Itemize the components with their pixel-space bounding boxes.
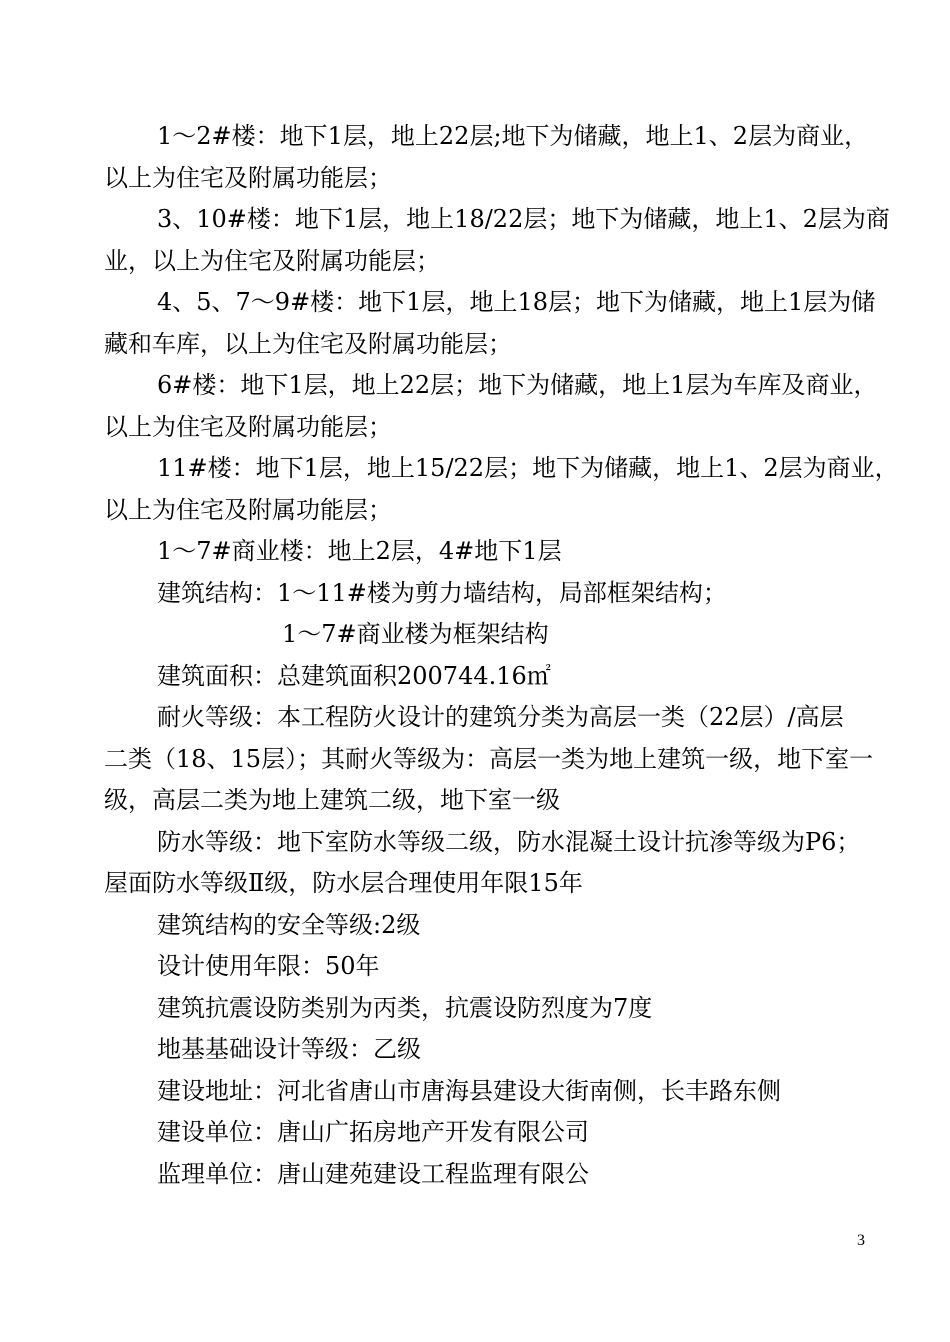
text-line: 级，高层二类为地上建筑二级，地下室一级 [104, 786, 560, 814]
page-number: 3 [857, 1232, 865, 1249]
text-line: 4、5、7～9#楼：地下1层，地上18层；地下为储藏，地上1层为储 [157, 288, 876, 316]
text-line: 监理单位：唐山建苑建设工程监理有限公 [157, 1159, 589, 1188]
text-line: 1～2#楼：地下1层，地上22层;地下为储藏，地上1、2层为商业， [157, 122, 869, 150]
text-line: 业，以上为住宅及附属功能层； [104, 246, 440, 275]
text-line: 1～7#商业楼：地上2层，4#地下1层 [157, 537, 562, 565]
text-line: 以上为住宅及附属功能层； [104, 163, 392, 192]
text-line: 耐火等级：本工程防火设计的建筑分类为高层一类（22层）/高层 [157, 703, 844, 731]
text-line: 1～7#商业楼为框架结构 [282, 620, 549, 648]
text-line: 屋面防水等级Ⅱ级，防水层合理使用年限15年 [104, 869, 583, 897]
text-line: 以上为住宅及附属功能层； [104, 495, 392, 524]
text-line: 设计使用年限：50年 [157, 952, 380, 980]
text-line: 建筑结构：1～11#楼为剪力墙结构，局部框架结构； [157, 578, 727, 607]
text-line: 以上为住宅及附属功能层； [104, 412, 392, 441]
text-line: 11#楼：地下1层，地上15/22层；地下为储藏，地上1、2层为商业， [157, 454, 899, 482]
document-body [104, 116, 899, 1195]
text-line: 建筑结构的安全等级:2级 [157, 910, 421, 939]
text-line: 3、10#楼：地下1层，地上18/22层；地下为储藏，地上1、2层为商 [157, 205, 890, 233]
text-line: 建设地址：河北省唐山市唐海县建设大街南侧，长丰路东侧 [157, 1076, 781, 1105]
text-line: 建筑面积：总建筑面积200744.16㎡ [157, 661, 551, 690]
text-line: 建设单位：唐山广拓房地产开发有限公司 [157, 1118, 589, 1146]
text-line: 藏和车库，以上为住宅及附属功能层； [104, 329, 512, 358]
text-line: 建筑抗震设防类别为丙类，抗震设防烈度为7度 [157, 993, 653, 1022]
text-line: 防水等级：地下室防水等级二级，防水混凝土设计抗渗等级为P6； [157, 827, 861, 856]
text-line: 6#楼：地下1层，地上22层；地下为储藏，地上1层为车库及商业， [157, 371, 878, 399]
text-line: 二类（18、15层）；其耐火等级为：高层一类为地上建筑一级，地下室一 [104, 744, 874, 773]
text-line: 地基基础设计等级：乙级 [157, 1035, 421, 1063]
